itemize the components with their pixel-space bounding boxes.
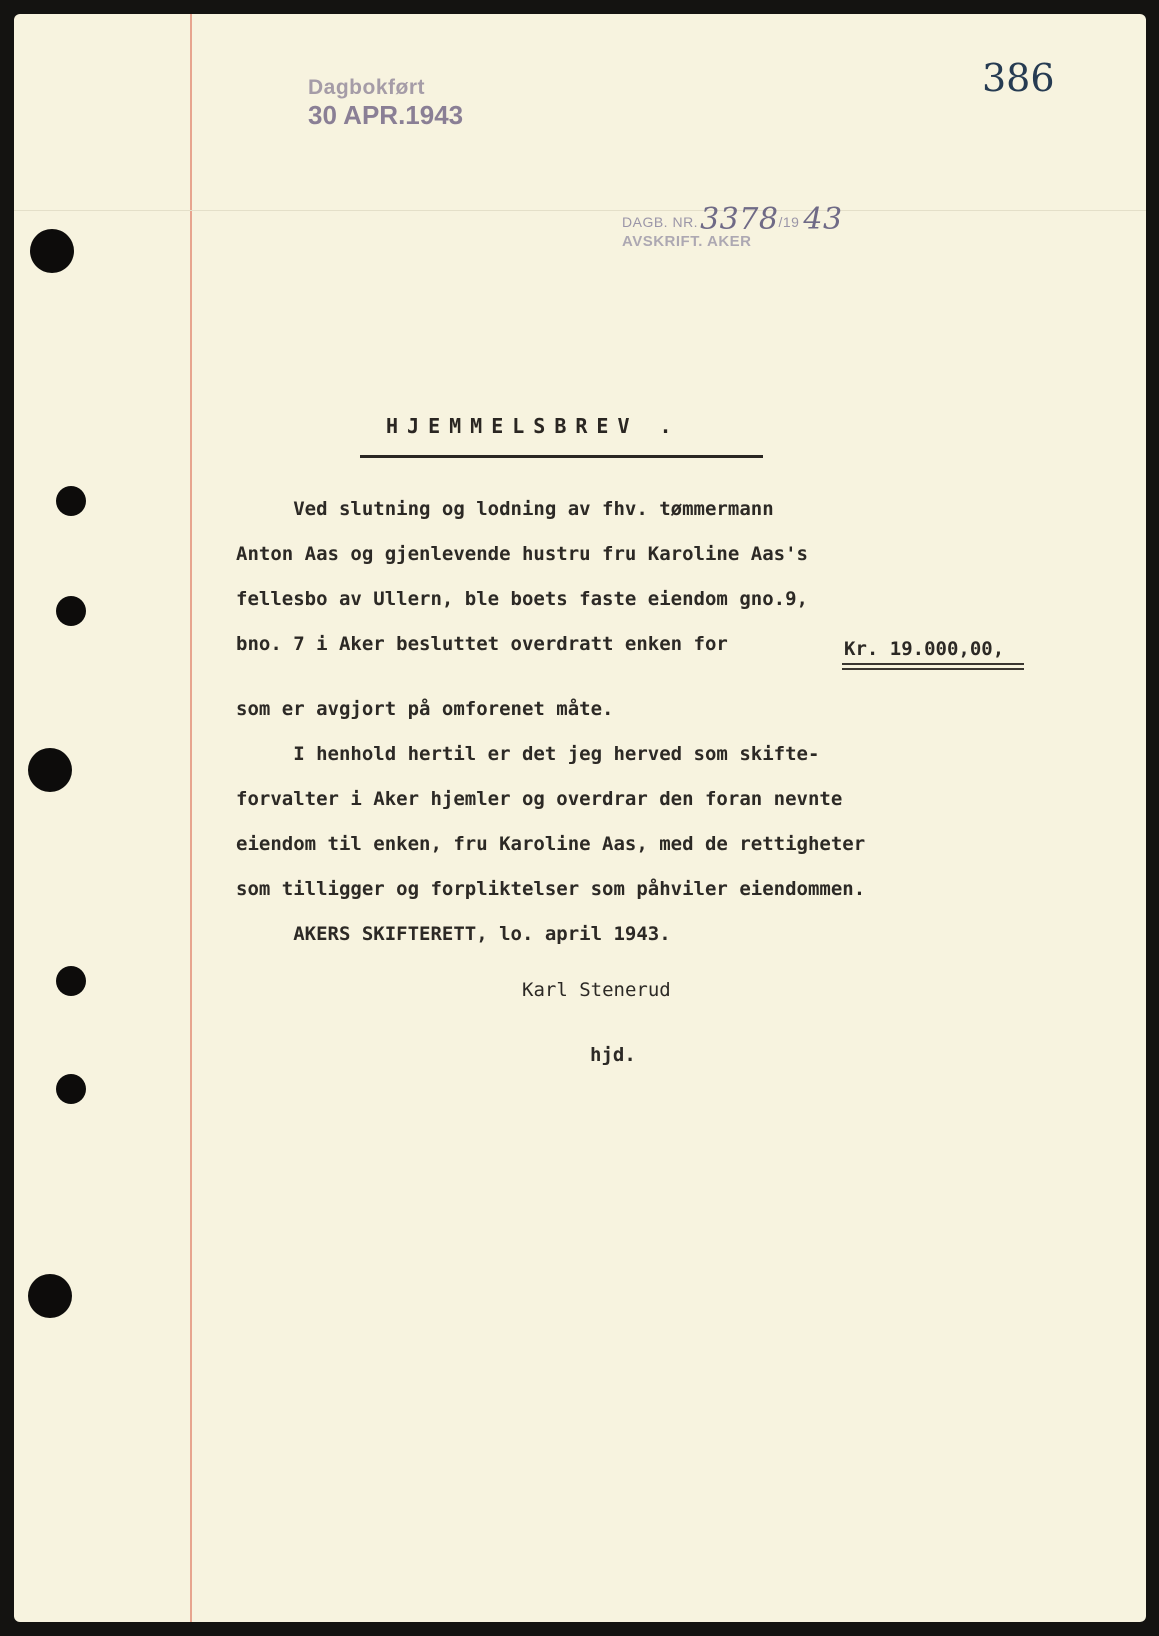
punch-hole	[56, 596, 86, 626]
body-line: forvalter i Aker hjemler og overdrar den foran nevnte	[236, 788, 843, 810]
body-line: AKERS SKIFTERETT, lo. april 1943.	[236, 923, 671, 945]
punch-hole	[28, 748, 72, 792]
punch-hole	[30, 229, 74, 273]
body-line: som tilligger og forpliktelser som påhviler eiendommen.	[236, 878, 866, 900]
handwritten-number: 3378	[700, 202, 779, 237]
handwritten-year: 43	[803, 202, 843, 237]
document-page	[14, 14, 1146, 1622]
stamp-date: 30 APR.1943	[308, 100, 464, 131]
punch-hole	[56, 486, 86, 516]
punch-hole	[56, 966, 86, 996]
closing: hjd.	[590, 1044, 636, 1066]
body-line: I henhold hertil er det jeg herved som skifte-	[236, 743, 820, 765]
dagb-year-prefix: /19	[778, 214, 800, 230]
body-line: eiendom til enken, fru Karoline Aas, med de rettigheter	[236, 833, 866, 855]
body-line: fellesbo av Ullern, ble boets faste eiendom gno.9,	[236, 588, 808, 610]
dagbokfort-stamp	[308, 76, 463, 130]
amount: Kr. 19.000,00,	[844, 638, 1005, 660]
dagb-nr-stamp	[622, 200, 843, 250]
body-line: bno. 7 i Aker besluttet overdratt enken for	[236, 633, 728, 655]
amount-underline	[842, 668, 1024, 670]
punch-hole	[56, 1074, 86, 1104]
amount-underline	[842, 663, 1024, 665]
body-line: som er avgjort på omforenet måte.	[236, 698, 614, 720]
body-line: Anton Aas og gjenlevende hustru fru Karoline Aas's	[236, 543, 808, 565]
body-line: Ved slutning og lodning av fhv. tømmermann	[236, 498, 774, 520]
page-number: 386	[982, 56, 1055, 100]
document-title: HJEMMELSBREV .	[386, 414, 681, 438]
margin-line	[190, 14, 192, 1622]
dagb-prefix: DAGB. NR.	[622, 214, 699, 230]
stamp-line1: Dagbokført	[308, 76, 425, 99]
header-rule	[14, 210, 1146, 211]
punch-hole	[28, 1274, 72, 1318]
title-underline	[360, 455, 763, 458]
signature: Karl Stenerud	[522, 979, 671, 1001]
avskrift-line: AVSKRIFT. AKER	[622, 233, 752, 250]
